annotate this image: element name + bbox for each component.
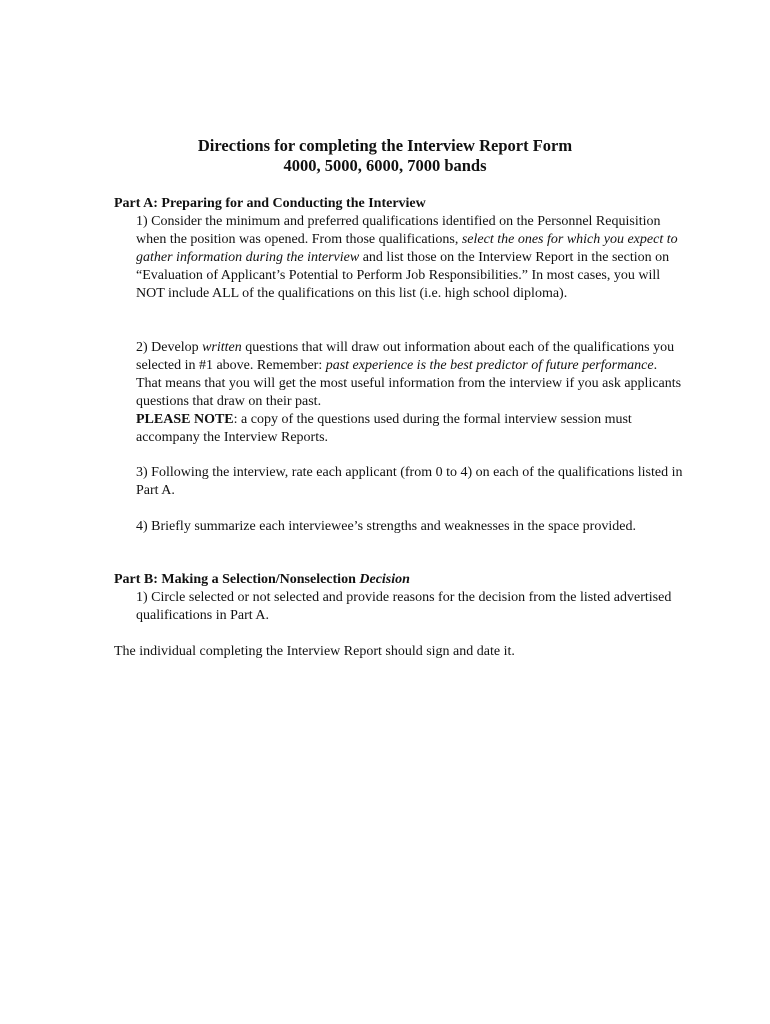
- part-a-heading: Part A: Preparing for and Conducting the Interview: [114, 196, 426, 211]
- part-a-item-2: [136, 339, 684, 448]
- document-title: Directions for completing the Interview Report Form: [197, 136, 573, 155]
- part-b-heading-emphasis: Decision: [359, 572, 410, 587]
- part-a-item-4: 4) Briefly summarize each interviewee’s strengths and weaknesses in the space provided.: [136, 519, 636, 534]
- part-a-item-1: [136, 213, 684, 303]
- part-b-heading: [114, 571, 410, 589]
- part-b-heading-text: Part B: Making a Selection/Nonselection: [114, 572, 360, 587]
- part-a-item-2-text-a: 2) Develop: [136, 340, 203, 355]
- please-note-label: PLEASE NOTE: [136, 412, 234, 428]
- part-a-item-1-emphasis: select the ones for which you expect to gather information during the interview: [136, 232, 678, 266]
- please-note-text: : a copy of the questions used during the formal interview session must accompany the Interview Reports.: [136, 412, 632, 446]
- part-a-item-3: 3) Following the interview, rate each applicant (from 0 to 4) on each of the qualifications listed in Part A.: [136, 465, 683, 499]
- part-a-item-2-text-c: . That means that you will get the most useful information from the interview if you ask applicants questions that draw on their past.: [136, 358, 682, 410]
- closing-instruction: The individual completing the Interview Report should sign and date it.: [114, 644, 515, 659]
- part-a-item-1-text-b: and list those on the Interview Report in the section on “Evaluation of Applicant’s Potential to Perform Job Responsibilities.” In most cases, you will NOT include ALL of the qualifications on this list (i.e. high school diploma).: [136, 250, 670, 302]
- part-a-item-1-text-a: 1) Consider the minimum and preferred qualifications identified on the Personnel Requisition when the position was opened. From those qualifications,: [136, 214, 661, 248]
- document-subtitle: 4000, 5000, 6000, 7000 bands: [283, 156, 487, 175]
- part-a-item-2-emphasis-b: past experience is the best predictor of future performance: [325, 358, 654, 374]
- part-a-item-2-text-b: questions that will draw out information about each of the qualifications you selected in #1 above. Remember:: [136, 340, 675, 374]
- part-b-item-1: 1) Circle selected or not selected and provide reasons for the decision from the listed advertised qualifications in Part A.: [136, 590, 672, 624]
- part-a-item-2-emphasis-a: written: [202, 340, 242, 355]
